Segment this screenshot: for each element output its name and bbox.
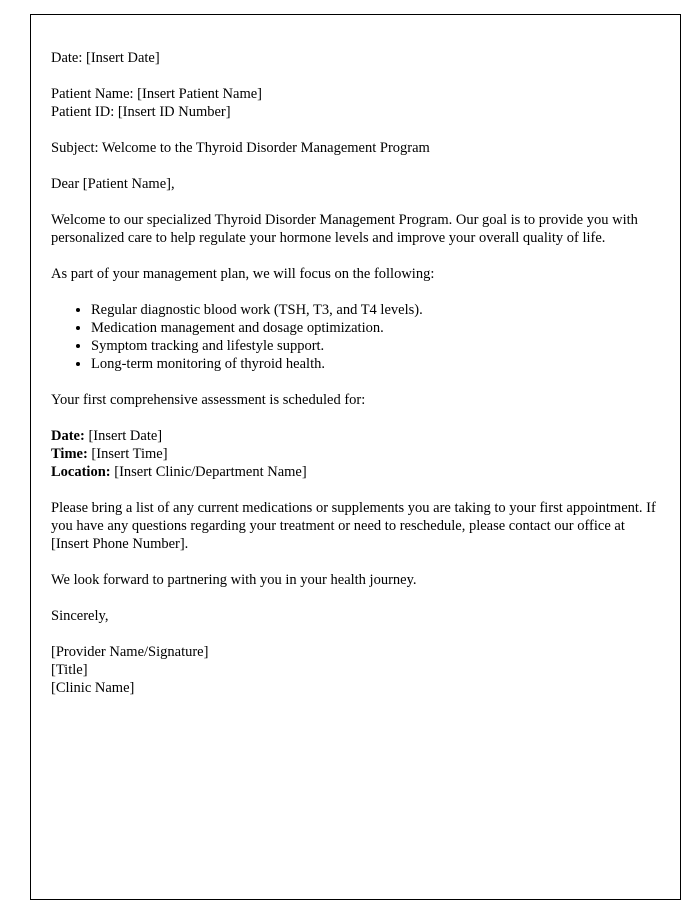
signature-provider-line: [Provider Name/Signature] (51, 644, 209, 660)
instructions-paragraph: Please bring a list of any current medications or supplements you are taking to your first appointment. If you have any questions regarding your treatment or need to reschedule, please contact our office at [Insert Phone Number]. (51, 500, 656, 552)
signature-clinic-line: [Clinic Name] (51, 680, 135, 696)
appointment-date-label: Date: (51, 428, 85, 444)
salutation: Dear [Patient Name], (51, 176, 175, 192)
appointment-time-label: Time: (51, 446, 88, 462)
appointment-date-value: [Insert Date] (84, 428, 163, 444)
closing-paragraph: We look forward to partnering with you in your health journey. (51, 572, 417, 588)
appointment-location-value: [Insert Clinic/Department Name] (110, 464, 307, 480)
assessment-intro: Your first comprehensive assessment is scheduled for: (51, 392, 366, 408)
signature-title-line: [Title] (51, 662, 88, 678)
appointment-location-label: Location: (51, 464, 111, 480)
plan-item: • Long-term monitoring of thyroid health. (91, 355, 660, 373)
patient-name-line: Patient Name: [Insert Patient Name] (51, 86, 262, 102)
plan-item: • Symptom tracking and lifestyle support. (91, 337, 660, 355)
date-line: Date: [Insert Date] (51, 50, 160, 66)
letter-content (31, 15, 680, 717)
plan-item: • Regular diagnostic blood work (TSH, T3, and T4 levels). (91, 301, 660, 319)
appointment-time-line (51, 445, 660, 463)
appointment-location-line (51, 463, 660, 481)
subject-line: Subject: Welcome to the Thyroid Disorder Management Program (51, 140, 430, 156)
plan-intro: As part of your management plan, we will focus on the following: (51, 266, 435, 282)
plan-list (51, 301, 660, 373)
appointment-block (51, 427, 660, 481)
letter-page (30, 14, 681, 900)
signoff: Sincerely, (51, 608, 109, 624)
intro-paragraph: Welcome to our specialized Thyroid Disorder Management Program. Our goal is to provide you with personalized care to help regulate your hormone levels and improve your overall quality of life. (51, 212, 638, 246)
appointment-date-line (51, 427, 660, 445)
plan-item: • Medication management and dosage optimization. (91, 319, 660, 337)
signature-block (51, 643, 660, 697)
patient-info-block (51, 85, 660, 121)
patient-id-line: Patient ID: [Insert ID Number] (51, 104, 231, 120)
appointment-time-value: [Insert Time] (87, 446, 168, 462)
